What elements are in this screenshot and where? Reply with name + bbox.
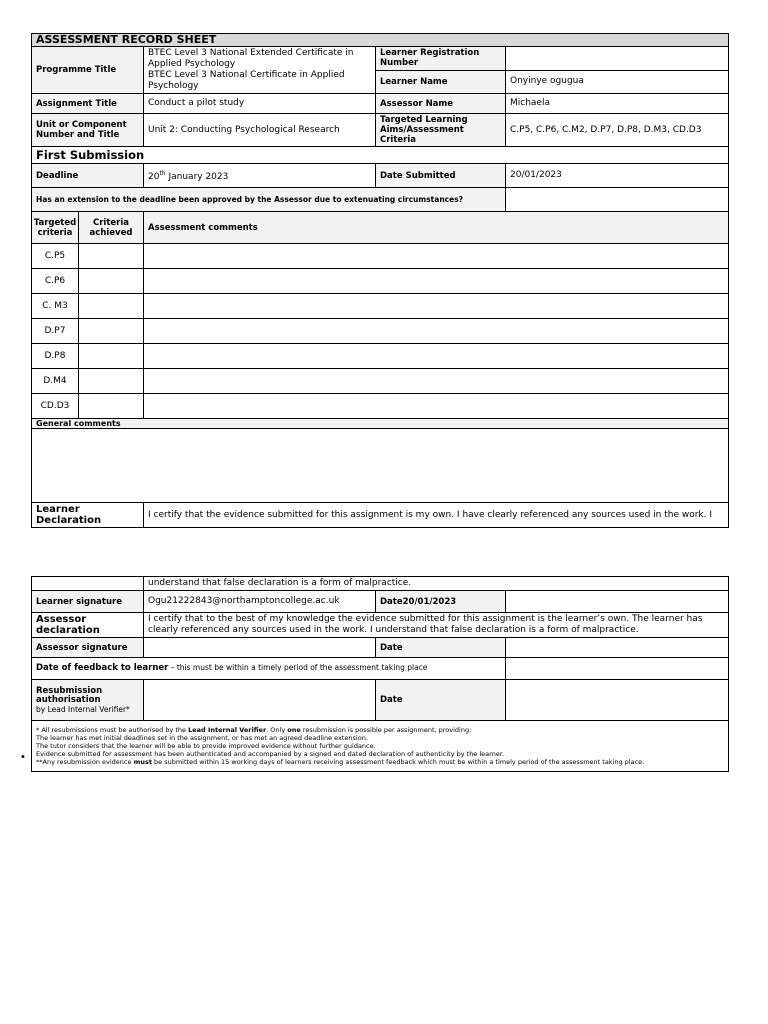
bullet-icon: • <box>20 752 26 763</box>
notes-line-4: Evidence submitted for assessment has been authenticated and accompanied by a signed and dated declaration of authenticity by the learner. <box>36 750 504 758</box>
assessor-name-value[interactable]: Michaela <box>506 94 729 114</box>
assessor-declaration-label: Assessor declaration <box>32 613 144 638</box>
criteria-row-code: D.M4 <box>32 369 79 394</box>
notes-line-1-bold: Lead Internal Verifier <box>188 726 267 734</box>
unit-label: Unit or Component Number and Title <box>32 114 144 147</box>
assessment-comment-cell[interactable] <box>144 294 729 319</box>
criteria-achieved-cell[interactable] <box>79 344 144 369</box>
general-comments-label: General comments <box>32 419 729 429</box>
feedback-date-note: – this must be within a timely period of the assessment taking place <box>168 663 428 672</box>
unit-value[interactable]: Unit 2: Conducting Psychological Research <box>144 114 376 147</box>
resubmission-authorisation <box>32 680 144 721</box>
criteria-row-code: D.P8 <box>32 344 79 369</box>
assessor-signature-date-label: Date <box>376 638 506 658</box>
learner-signature-date-value: 20/01/2023 <box>402 596 457 607</box>
assignment-title-label: Assignment Title <box>32 94 144 114</box>
resubmission-authorisation-value[interactable] <box>144 680 376 721</box>
assessor-declaration-text: I certify that to the best of my knowledge the evidence submitted for this assignment is the learner’s own. The learner has clearly referenced any sources used in the work. I understand that false declaration is a form of malpractice. <box>144 613 729 638</box>
criteria-achieved-header: Criteria achieved <box>79 212 144 244</box>
first-submission-heading: First Submission <box>32 147 729 164</box>
notes-line-5-post: be submitted within 15 working days of learners receiving assessment feedback which must be within a timely period of the assessment taking place. <box>151 758 645 766</box>
assessment-comment-cell[interactable] <box>144 369 729 394</box>
deadline-label: Deadline <box>32 164 144 188</box>
date-submitted-label: Date Submitted <box>376 164 506 188</box>
deadline-day: 20 <box>148 172 160 182</box>
notes-line-5 <box>36 758 724 766</box>
deadline-suffix: th <box>159 170 166 177</box>
criteria-achieved-cell[interactable] <box>79 369 144 394</box>
programme-title-value <box>144 47 376 94</box>
assessment-record-table-page1 <box>31 33 729 528</box>
programme-title-line-2: BTEC Level 3 National Certificate in Applied Psychology <box>148 70 345 91</box>
sheet-title: ASSESSMENT RECORD SHEET <box>32 34 729 47</box>
notes-line-1 <box>36 726 724 734</box>
deadline-value[interactable] <box>144 164 376 188</box>
targeted-criteria-label: Targeted Learning Aims/Assessment Criteria <box>376 114 506 147</box>
learner-signature-value[interactable]: Ogu21222843@northamptoncollege.ac.uk <box>144 591 376 613</box>
programme-title-label: Programme Title <box>32 47 144 94</box>
learner-registration-value[interactable] <box>506 47 729 71</box>
notes-line-2: The learner has met initial deadlines set in the assignment, or has met an agreed deadline extension. <box>36 734 368 742</box>
extension-question: Has an extension to the deadline been approved by the Assessor due to extenuating circumstances? <box>32 188 506 212</box>
assessment-record-table-page2 <box>31 576 729 772</box>
assessor-signature-value[interactable] <box>144 638 376 658</box>
programme-title-line-1: BTEC Level 3 National Extended Certificate in Applied Psychology <box>148 48 354 69</box>
criteria-achieved-cell[interactable] <box>79 269 144 294</box>
assessor-signature-date-value[interactable] <box>506 638 729 658</box>
criteria-row-code: C.P5 <box>32 244 79 269</box>
resubmission-authorisation-label: Resubmission authorisation <box>36 685 103 705</box>
notes-line-1-mid: . Only <box>266 726 288 734</box>
date-submitted-value[interactable]: 20/01/2023 <box>506 164 729 188</box>
notes-line-5-bold: must <box>133 758 152 766</box>
notes-line-1-bold2: one <box>287 726 301 734</box>
learner-name-label: Learner Name <box>376 70 506 94</box>
assessment-comment-cell[interactable] <box>144 244 729 269</box>
learner-name-value[interactable]: Onyinye ogugua <box>506 70 729 94</box>
resubmission-date-label: Date <box>376 680 506 721</box>
deadline-rest: January 2023 <box>165 172 229 182</box>
learner-signature-date-extra[interactable] <box>506 591 729 613</box>
notes-line-1-pre: * All resubmissions must be authorised by the <box>36 726 189 734</box>
criteria-row-code: C.P6 <box>32 269 79 294</box>
criteria-row-code: CD.D3 <box>32 394 79 419</box>
assessor-name-label: Assessor Name <box>376 94 506 114</box>
criteria-achieved-cell[interactable] <box>79 294 144 319</box>
assessor-signature-label: Assessor signature <box>32 638 144 658</box>
criteria-achieved-cell[interactable] <box>79 244 144 269</box>
learner-signature-label: Learner signature <box>32 591 144 613</box>
learner-signature-date[interactable] <box>376 591 506 613</box>
assessment-comment-cell[interactable] <box>144 319 729 344</box>
assignment-title-value[interactable]: Conduct a pilot study <box>144 94 376 114</box>
notes-line-3: The tutor considers that the learner will be able to provide improved evidence without further guidance. <box>36 742 376 750</box>
assessment-comments-header: Assessment comments <box>144 212 729 244</box>
learner-declaration-continued: understand that false declaration is a form of malpractice. <box>144 577 729 591</box>
notes-line-1-post: resubmission is possible per assignment, providing: <box>300 726 472 734</box>
criteria-achieved-cell[interactable] <box>79 319 144 344</box>
criteria-row-code: C. M3 <box>32 294 79 319</box>
assessment-comment-cell[interactable] <box>144 344 729 369</box>
resubmission-date-value[interactable] <box>506 680 729 721</box>
learner-signature-date-label: Date <box>380 596 403 607</box>
general-comments-box[interactable] <box>32 429 729 503</box>
declaration-continued-empty <box>32 577 144 591</box>
notes-line-5-pre: **Any resubmission evidence <box>36 758 134 766</box>
extension-answer[interactable] <box>506 188 729 212</box>
feedback-date-value[interactable] <box>506 658 729 680</box>
feedback-date-title: Date of feedback to learner <box>36 663 169 673</box>
learner-declaration-label: Learner Declaration <box>32 503 144 528</box>
criteria-row-code: D.P7 <box>32 319 79 344</box>
assessment-comment-cell[interactable] <box>144 269 729 294</box>
feedback-date-label <box>32 658 506 680</box>
targeted-criteria-header: Targeted criteria <box>32 212 79 244</box>
learner-registration-label: Learner Registration Number <box>376 47 506 71</box>
resubmission-notes <box>32 721 729 772</box>
targeted-criteria-value[interactable]: C.P5, C.P6, C.M2, D.P7, D.P8, D.M3, CD.D3 <box>506 114 729 147</box>
learner-declaration-text: I certify that the evidence submitted for this assignment is my own. I have clearly referenced any sources used in the work. I <box>144 503 729 528</box>
criteria-achieved-cell[interactable] <box>79 394 144 419</box>
resubmission-authorisation-sublabel: by Lead Internal Verifier* <box>36 704 130 714</box>
assessment-comment-cell[interactable] <box>144 394 729 419</box>
